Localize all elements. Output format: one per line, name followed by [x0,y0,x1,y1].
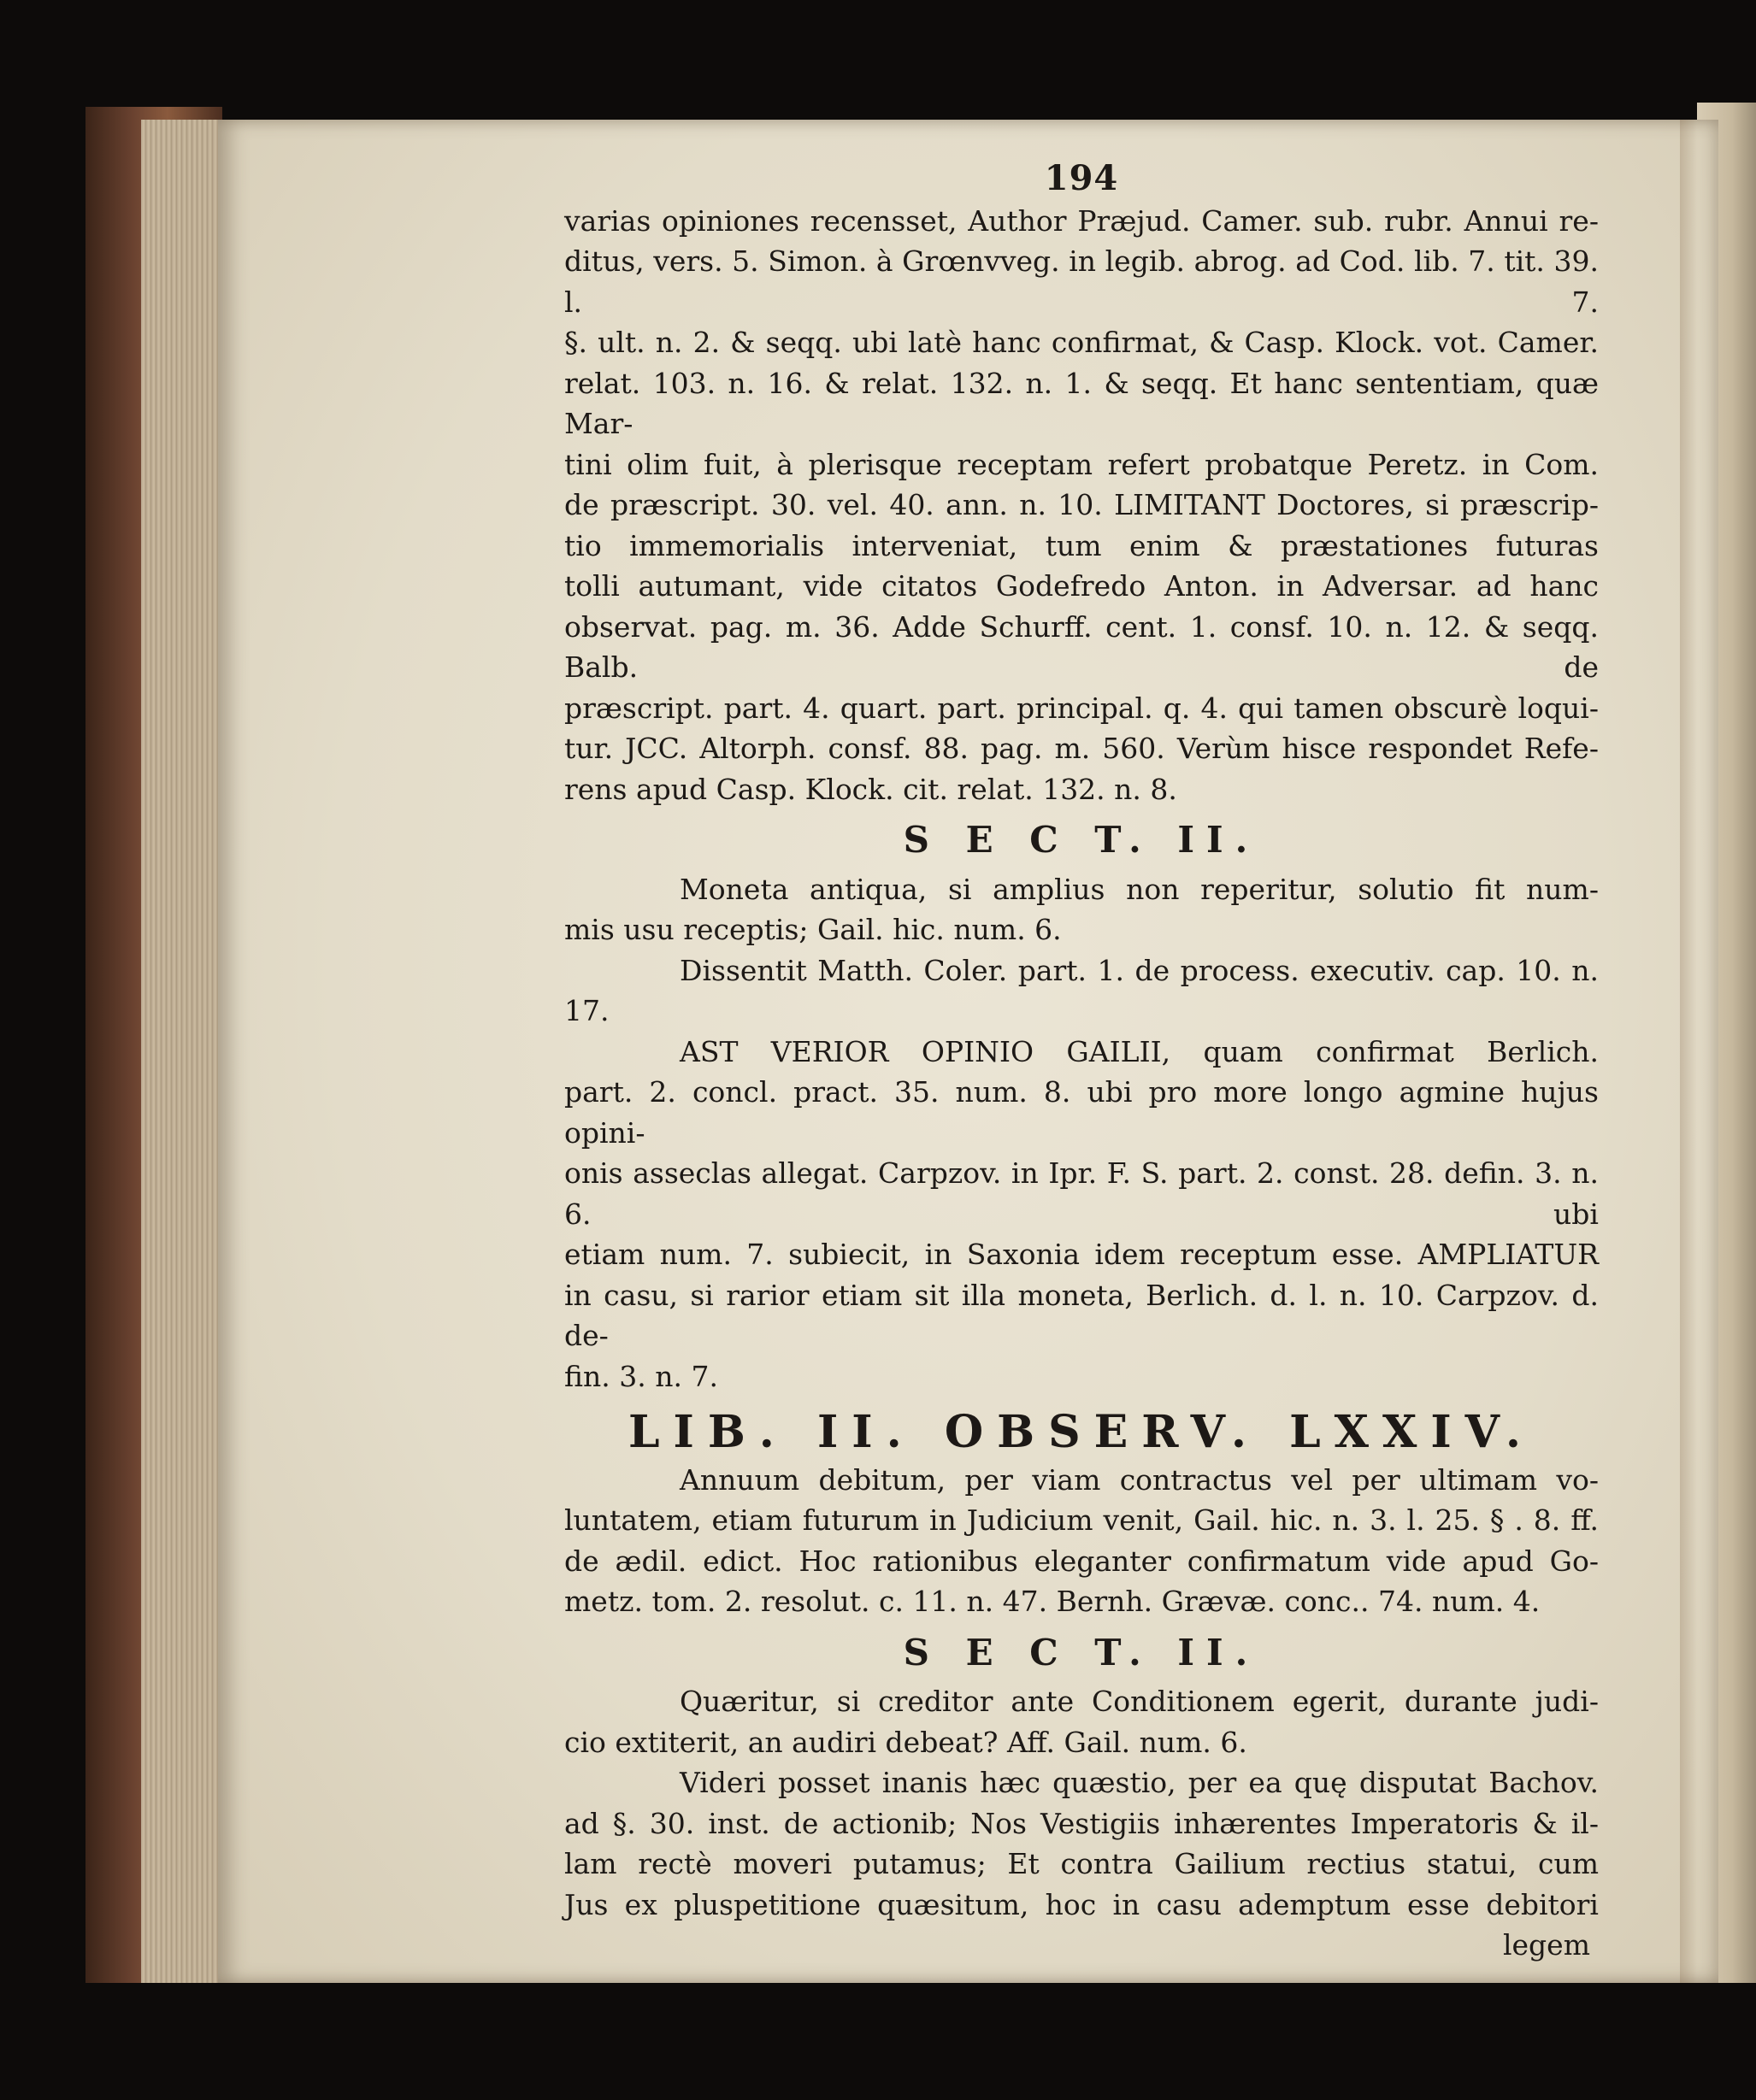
text-line: Moneta antiqua, si amplius non reperitur, solutio fit num- [680,872,1599,906]
text-line: ditus, vers. 5. Simon. à Grœnvveg. in legib. abrog. ad Cod. lib. 7. tit. 39. l. 7. [564,244,1599,319]
text-line: onis asseclas allegat. Carpzov. in Ipr. F. S. part. 2. const. 28. defin. 3. n. 6. ubi [564,1156,1599,1231]
text-line: rens apud Casp. Klock. cit. relat. 132. n. 8. [564,772,1177,806]
text-line: ad §. 30. inst. de actionib; Nos Vestigiis inhærentes Imperatoris & il- [564,1806,1599,1840]
section-heading: S E C T. II. [903,819,1260,861]
text-line: lam rectè moveri putamus; Et contra Gailium rectius statui, cum [564,1847,1599,1880]
observation-heading: LIB. II. OBSERV. LXXIV. [628,1406,1535,1458]
page-text [564,158,1599,1962]
text-line: observat. pag. m. 36. Adde Schurff. cent. 1. consf. 10. n. 12. & seqq. Balb. de [564,609,1599,684]
text-line: varias opiniones recensset, Author Præjud. Camer. sub. rubr. Annui re- [564,203,1599,238]
text-line: fin. 3. n. 7. [564,1359,718,1393]
text-line: mis usu receptis; Gail. hic. num. 6. [564,913,1062,946]
text-line: in casu, si rarior etiam sit illa moneta, Berlich. d. l. n. 10. Carpzov. d. de- [564,1278,1599,1352]
text-line: metz. tom. 2. resolut. c. 11. n. 47. Bernh. Grævæ. conc.. 74. num. 4. [564,1585,1541,1618]
text-line: cio extiterit, an audiri debeat? Aff. Gail. num. 6. [564,1725,1247,1759]
text-line: tur. JCC. Altorph. consf. 88. pag. m. 560. Verùm hisce respondet Refe- [564,732,1599,765]
text-line: luntatem, etiam futurum in Judicium venit, Gail. hic. n. 3. l. 25. § . 8. ff. [564,1503,1599,1537]
text-line: AST VERIOR OPINIO GAILII, quam confirmat Berlich. [680,1034,1599,1068]
text-line: Jus ex pluspetitione quæsitum, hoc in casu ademptum esse debitori [564,1887,1599,1921]
text-line: de ædil. edict. Hoc rationibus eleganter confirmatum vide apud Go- [564,1544,1599,1578]
text-line: etiam num. 7. subiecit, in Saxonia idem receptum esse. AMPLIATUR [564,1238,1599,1271]
text-line: Dissentit Matth. Coler. part. 1. de process. executiv. cap. 10. n. 17. [564,953,1599,1027]
text-line: §. ult. n. 2. & seqq. ubi latè hanc confirmat, & Casp. Klock. vot. Camer. [564,326,1599,359]
text-line: Videri posset inanis hæc quæstio, per ea quę disputat Bachov. [680,1766,1599,1799]
text-line: tio immemorialis interveniat, tum enim & præstationes futuras [564,528,1599,562]
catchword: legem [1502,1928,1590,1962]
text-line: Annuum debitum, per viam contractus vel per ultimam vo- [680,1462,1599,1497]
section-heading: S E C T. II. [903,1631,1260,1674]
text-line: præscript. part. 4. quart. part. principal. q. 4. qui tamen obscurè loqui- [564,691,1599,725]
text-line: part. 2. concl. pract. 35. num. 8. ubi pro more longo agmine hujus opini- [564,1075,1599,1150]
gutter-shadow [1680,120,1697,1983]
text-line: Quæritur, si creditor ante Conditionem egerit, durante judi- [680,1685,1599,1718]
page-number: 194 [1044,158,1119,198]
text-line: de præscript. 30. vel. 40. ann. n. 10. LIMITANT Doctores, si præscrip- [564,488,1599,521]
text-line: tolli autumant, vide citatos Godefredo Anton. in Adversar. ad hanc [564,569,1599,603]
text-line: tini olim fuit, à plerisque receptam refert probatque Peretz. in Com. [564,447,1599,481]
text-line: relat. 103. n. 16. & relat. 132. n. 1. & seqq. Et hanc sententiam, quæ Mar- [564,366,1599,440]
